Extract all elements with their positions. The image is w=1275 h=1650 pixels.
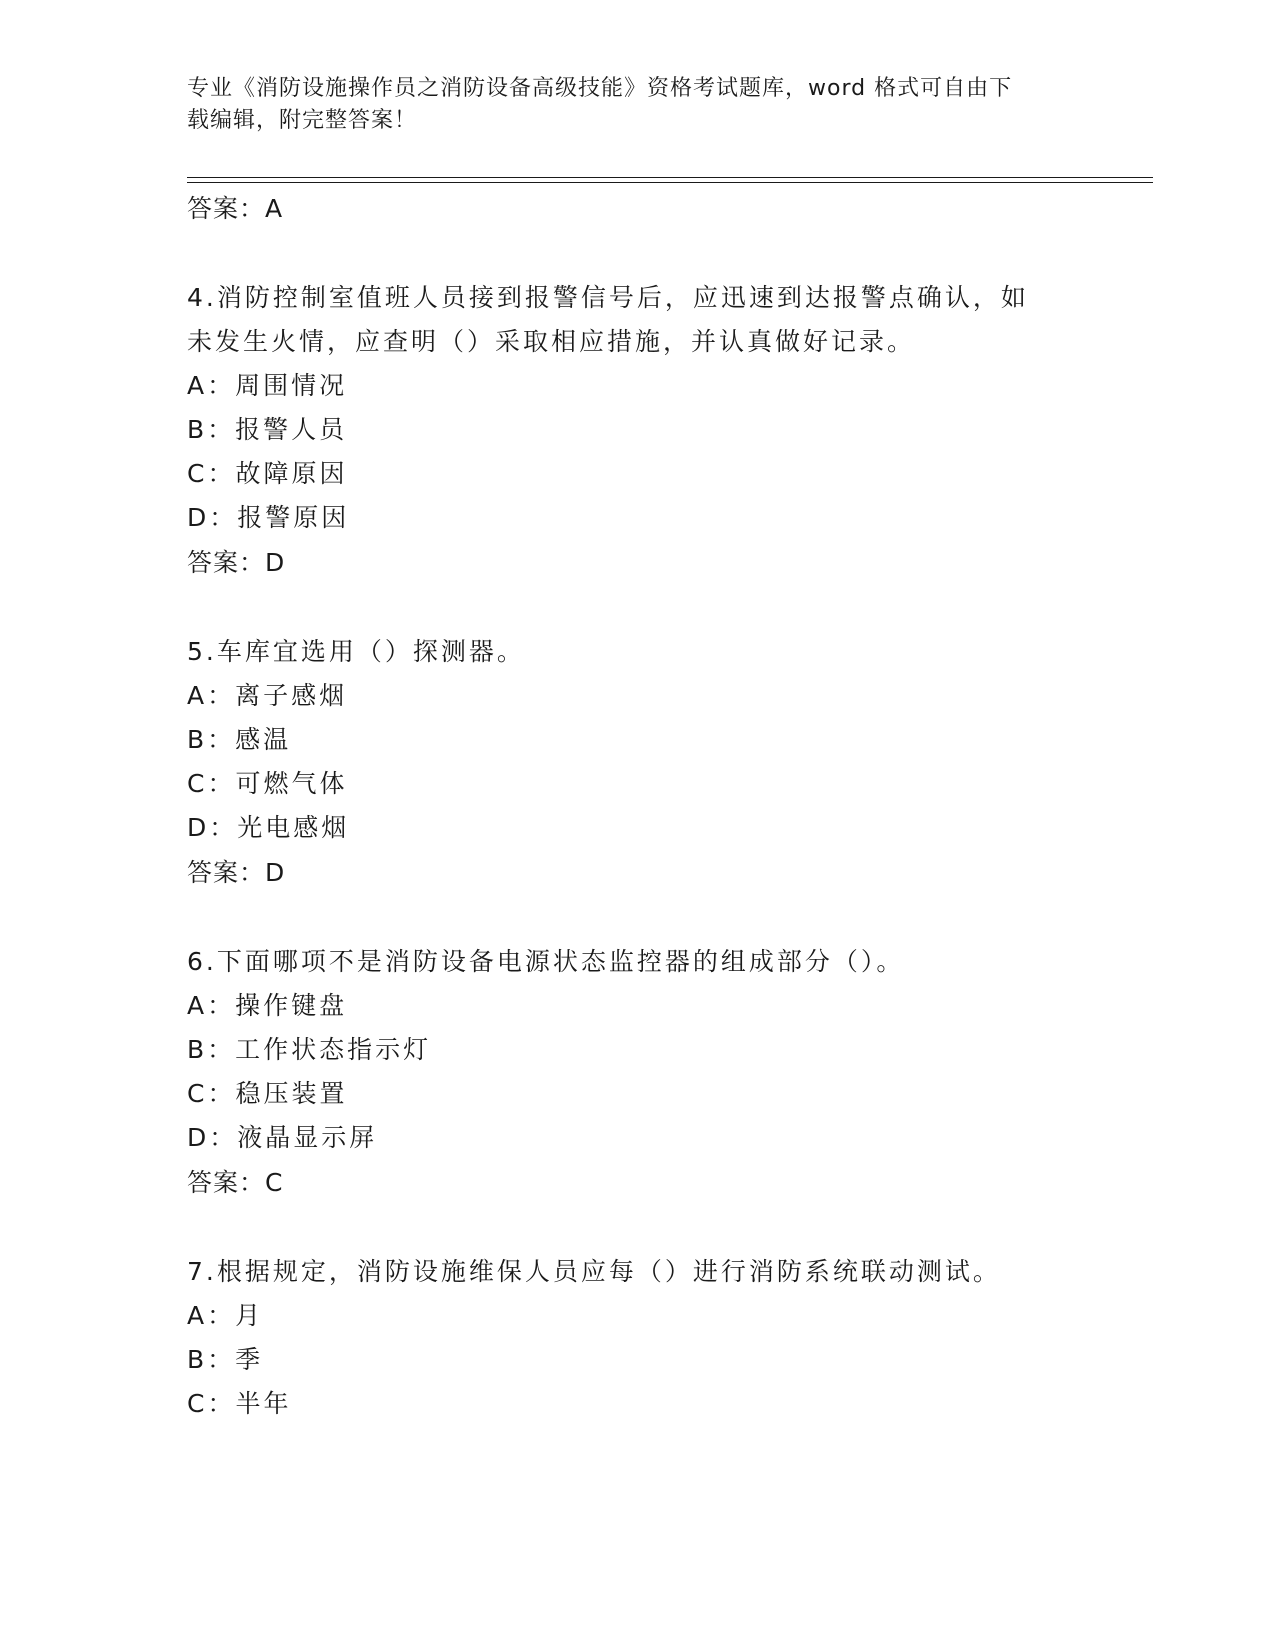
question-stem-line: 7.根据规定，消防设施维保人员应每（）进行消防系统联动测试。: [187, 1257, 1001, 1286]
option-d: D：光电感烟: [187, 813, 350, 842]
option-a: A：离子感烟: [187, 681, 348, 710]
option-b: B：报警人员: [187, 415, 348, 444]
option-a: A：月: [187, 1301, 264, 1330]
header-rule-bottom: [187, 182, 1153, 183]
option-b: B：工作状态指示灯: [187, 1035, 432, 1064]
option-c: C：稳压装置: [187, 1079, 348, 1108]
option-d: D：报警原因: [187, 503, 350, 532]
answer: 答案：D: [187, 858, 286, 887]
question-stem-line: 5.车库宜选用（）探测器。: [187, 637, 525, 666]
option-c: C：半年: [187, 1389, 292, 1418]
document-header: [187, 73, 1067, 137]
option-c: C：可燃气体: [187, 769, 348, 798]
question-stem-line: 4.消防控制室值班人员接到报警信号后，应迅速到达报警点确认，如: [187, 283, 1029, 312]
option-d: D：液晶显示屏: [187, 1123, 378, 1152]
option-a: A：周围情况: [187, 371, 348, 400]
answer-top: 答案：A: [187, 194, 284, 223]
question-stem-line: 未发生火情，应查明（）采取相应措施，并认真做好记录。: [187, 327, 916, 356]
header-rule-top: [187, 177, 1153, 178]
question-stem-line: 6.下面哪项不是消防设备电源状态监控器的组成部分（）。: [187, 947, 905, 976]
option-a: A：操作键盘: [187, 991, 348, 1020]
answer: 答案：D: [187, 548, 286, 577]
option-b: B：感温: [187, 725, 292, 754]
header-line-1: 专业《消防设施操作员之消防设备高级技能》资格考试题库，word 格式可自由下: [187, 76, 1013, 101]
answer: 答案：C: [187, 1168, 284, 1197]
header-line-2: 载编辑，附完整答案！: [187, 108, 418, 133]
option-b: B：季: [187, 1345, 264, 1374]
option-c: C：故障原因: [187, 459, 348, 488]
